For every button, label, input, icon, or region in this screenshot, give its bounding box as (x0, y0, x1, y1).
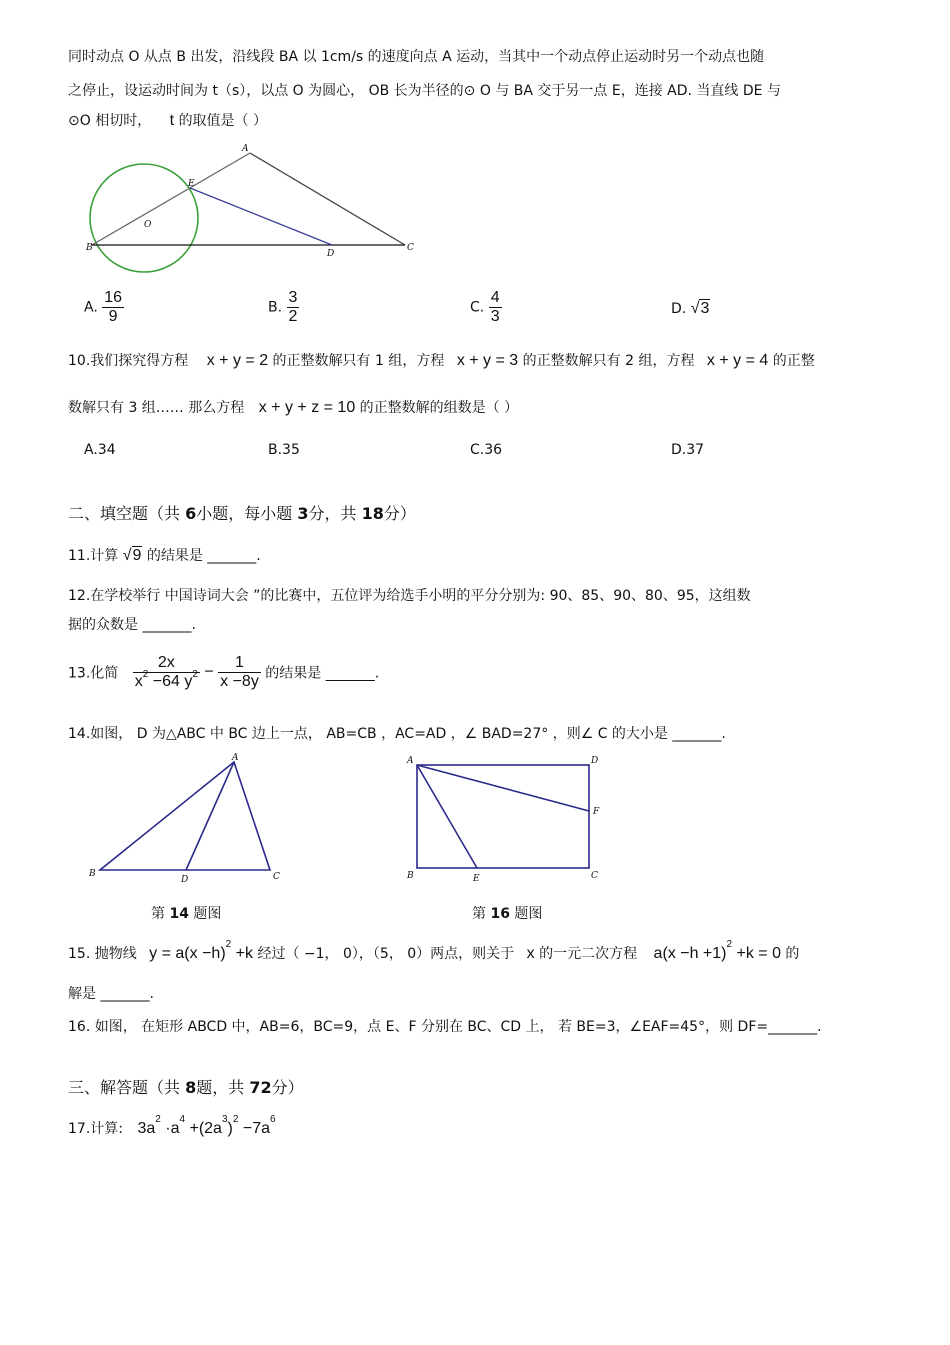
q11-radicand: 9 (132, 547, 142, 564)
q10-eq4: x + y + z = 10 (258, 399, 356, 416)
fig16 (400, 750, 610, 890)
section3-c: 分） (271, 1078, 304, 1097)
section2-d: 分） (383, 504, 416, 523)
triangle-abc (100, 762, 270, 870)
q9-option-d-radicand: 3 (700, 300, 710, 317)
label-c: C (407, 243, 414, 253)
q9-option-a (84, 289, 124, 326)
fig16-caption-n: 16 (490, 906, 510, 922)
q15-eq2-sup: 2 (726, 939, 733, 950)
q9-option-b (268, 289, 299, 326)
q9-line3-a: ⊙O 相切时， (68, 113, 152, 129)
q10-line1 (68, 350, 815, 370)
q10-option-a: A.34 (84, 442, 116, 458)
q17-e2: ·a (160, 1120, 180, 1137)
q9-option-d: D. √3 (671, 300, 710, 317)
q15-eq1-a: y = a(x −h) (149, 945, 226, 962)
section3-b: 题，共 (196, 1078, 245, 1097)
q9-option-c-label: C. (470, 299, 485, 316)
q17-s4: 2 (232, 1114, 239, 1125)
fig14-label-a: A (232, 753, 239, 763)
fig16-caption-a: 第 (472, 906, 486, 922)
q17-s3: 3 (221, 1114, 228, 1125)
section3-a: 三、解答题（共 (68, 1078, 181, 1097)
q10-d: 的正整 (772, 353, 815, 369)
fig14-label-b: B (89, 869, 96, 879)
label-o: O (144, 220, 152, 230)
q13-minus: − (204, 663, 214, 681)
q15-c: 的一元二次方程 (539, 946, 638, 962)
q9-line3-c: 的取值是（ ） (178, 113, 268, 129)
q10-c: 的正整数解只有 2 组，方程 (522, 353, 695, 369)
q13-den2: x −8y (220, 673, 259, 690)
circle-o (90, 164, 198, 272)
q13-a: 13.化简 (68, 665, 119, 682)
q13 (68, 654, 379, 691)
q11-b: 的结果是 _______. (146, 548, 261, 564)
q10-eq3: x + y = 4 (706, 352, 769, 369)
q9-option-c (470, 289, 502, 326)
q15-eq1-b: +k (231, 945, 254, 962)
q13-den1-sup2: 2 (192, 669, 198, 680)
section2-n1: 6 (185, 504, 197, 523)
rect-abcd (417, 765, 589, 868)
q10-line2-b: 的正整数解的组数是（ ） (359, 400, 519, 416)
fig16-label-c: C (591, 871, 598, 881)
q13-b: 的结果是 _______. (265, 665, 380, 682)
section2-n3: 18 (361, 504, 384, 523)
q9-var-t: t (169, 112, 175, 129)
q10-option-b: B.35 (268, 442, 300, 458)
section3-n2: 72 (249, 1078, 272, 1097)
section3-heading (68, 1075, 304, 1098)
q17-e3: +(2a (185, 1120, 222, 1137)
section2-b: 小题，每小题 (196, 504, 293, 523)
segment-af (417, 765, 589, 811)
q15-line2: 解是 _______. (68, 986, 154, 1002)
fig14-caption-n: 14 (169, 906, 189, 922)
q10-eq1: x + y = 2 (206, 352, 269, 369)
fig14-label-c: C (273, 872, 280, 882)
q17-s1: 2 (155, 1114, 161, 1125)
q15-eq1-sup: 2 (225, 939, 232, 950)
section2-n2: 3 (297, 504, 309, 523)
q9-option-c-den: 3 (490, 308, 500, 325)
q9-option-a-num: 16 (104, 289, 123, 306)
q15-eq2-b: +k = 0 (732, 945, 781, 962)
section2-c: 分，共 (308, 504, 357, 523)
q13-den1-b: −64 y (148, 673, 193, 690)
q15-line1 (68, 939, 800, 963)
q15-a: 15. 抛物线 (68, 946, 137, 962)
section2-a: 二、填空题（共 (68, 504, 181, 523)
q15-b: 经过（ −1， 0），（5， 0）两点，则关于 (257, 946, 515, 962)
q16: 16. 如图， 在矩形 ABCD 中，AB=6，BC=9，点 E、F 分别在 BC、CD 上， 若 BE=3，∠EAF=45°，则 DF=_______. (68, 1019, 822, 1035)
q11-a: 11.计算 (68, 548, 119, 564)
q15-x: x (526, 945, 535, 962)
label-e: E (188, 179, 195, 189)
q14: 14.如图， D 为△ABC 中 BC 边上一点， AB=CB ，AC=AD ，∠ BAD=27° ，则∠ C 的大小是 _______. (68, 726, 726, 742)
q17-s5: 6 (270, 1114, 276, 1125)
segment-ba (92, 153, 250, 245)
q15-eq2-a: a(x −h +1) (653, 945, 727, 962)
section2-heading (68, 501, 416, 524)
q17-s2: 4 (179, 1114, 186, 1125)
q10-eq2: x + y = 3 (456, 352, 519, 369)
fig16-caption (472, 903, 542, 923)
q17-a: 17.计算: (68, 1121, 123, 1137)
q9-figure (80, 140, 420, 280)
q9-line2: 之停止，设运动时间为 t（s），以点 O 为圆心， OB 长为半径的⊙ O 与 BA 交于另一点 E，连接 AD. 当直线 DE 与 (68, 83, 781, 99)
q9-line1: 同时动点 O 从点 B 出发，沿线段 BA 以 1cm/s 的速度向点 A 运动，当其中一个动点停止运动时另一个动点也随 (68, 49, 765, 65)
fig16-label-b: B (407, 871, 414, 881)
q17-e5: −7a (238, 1120, 270, 1137)
fig16-label-f: F (593, 807, 600, 817)
q17-e1: 3a (137, 1120, 156, 1137)
q15-d: 的 (785, 946, 800, 962)
section3-n1: 8 (185, 1078, 197, 1097)
q17 (68, 1114, 276, 1138)
label-d: D (327, 249, 335, 259)
q9-option-b-label: B. (268, 299, 283, 316)
q9-option-b-den: 2 (288, 308, 298, 325)
segment-ad (186, 762, 234, 870)
q12-line1: 12.在学校举行 中国诗词大会 ”的比赛中，五位评为给选手小明的平分分别为: 90、85、90、80、95，这组数 (68, 588, 751, 604)
q9-option-d-label: D. (671, 301, 687, 317)
fig16-label-e: E (473, 874, 480, 884)
label-a: A (242, 144, 249, 154)
q9-option-b-num: 3 (288, 289, 298, 306)
q13-num1: 2x (157, 654, 175, 671)
q9-option-a-label: A. (84, 299, 98, 316)
segment-ae (417, 765, 477, 868)
q13-den1-sup1: 2 (142, 669, 149, 680)
q17-e4: ) (227, 1120, 233, 1137)
q13-num2: 1 (235, 654, 244, 671)
fig16-caption-b: 题图 (514, 906, 543, 922)
q10-option-c: C.36 (470, 442, 503, 458)
fig14-label-d: D (181, 875, 189, 885)
q10-a: 10.我们探究得方程 (68, 353, 189, 369)
label-b: B (86, 243, 93, 253)
q11: 11.计算 √9 的结果是 _______. (68, 547, 261, 564)
q9-line3 (68, 110, 267, 130)
fig14 (86, 750, 286, 885)
q10-option-d: D.37 (671, 442, 705, 458)
q13-den1-a: x (134, 673, 143, 690)
q9-option-a-den: 9 (102, 307, 124, 326)
fig14-caption-b: 题图 (193, 906, 222, 922)
q12-line2: 据的众数是 _______. (68, 617, 196, 633)
fig14-caption-a: 第 (151, 906, 165, 922)
q10-line2 (68, 397, 518, 417)
q9-option-c-num: 4 (490, 289, 500, 306)
q10-line2-a: 数解只有 3 组…… 那么方程 (68, 400, 245, 416)
segment-ed (190, 188, 332, 245)
fig16-label-a: A (407, 756, 414, 766)
q10-b: 的正整数解只有 1 组，方程 (272, 353, 445, 369)
fig16-label-d: D (591, 756, 599, 766)
segment-ac (250, 153, 405, 245)
fig14-caption (151, 903, 221, 923)
